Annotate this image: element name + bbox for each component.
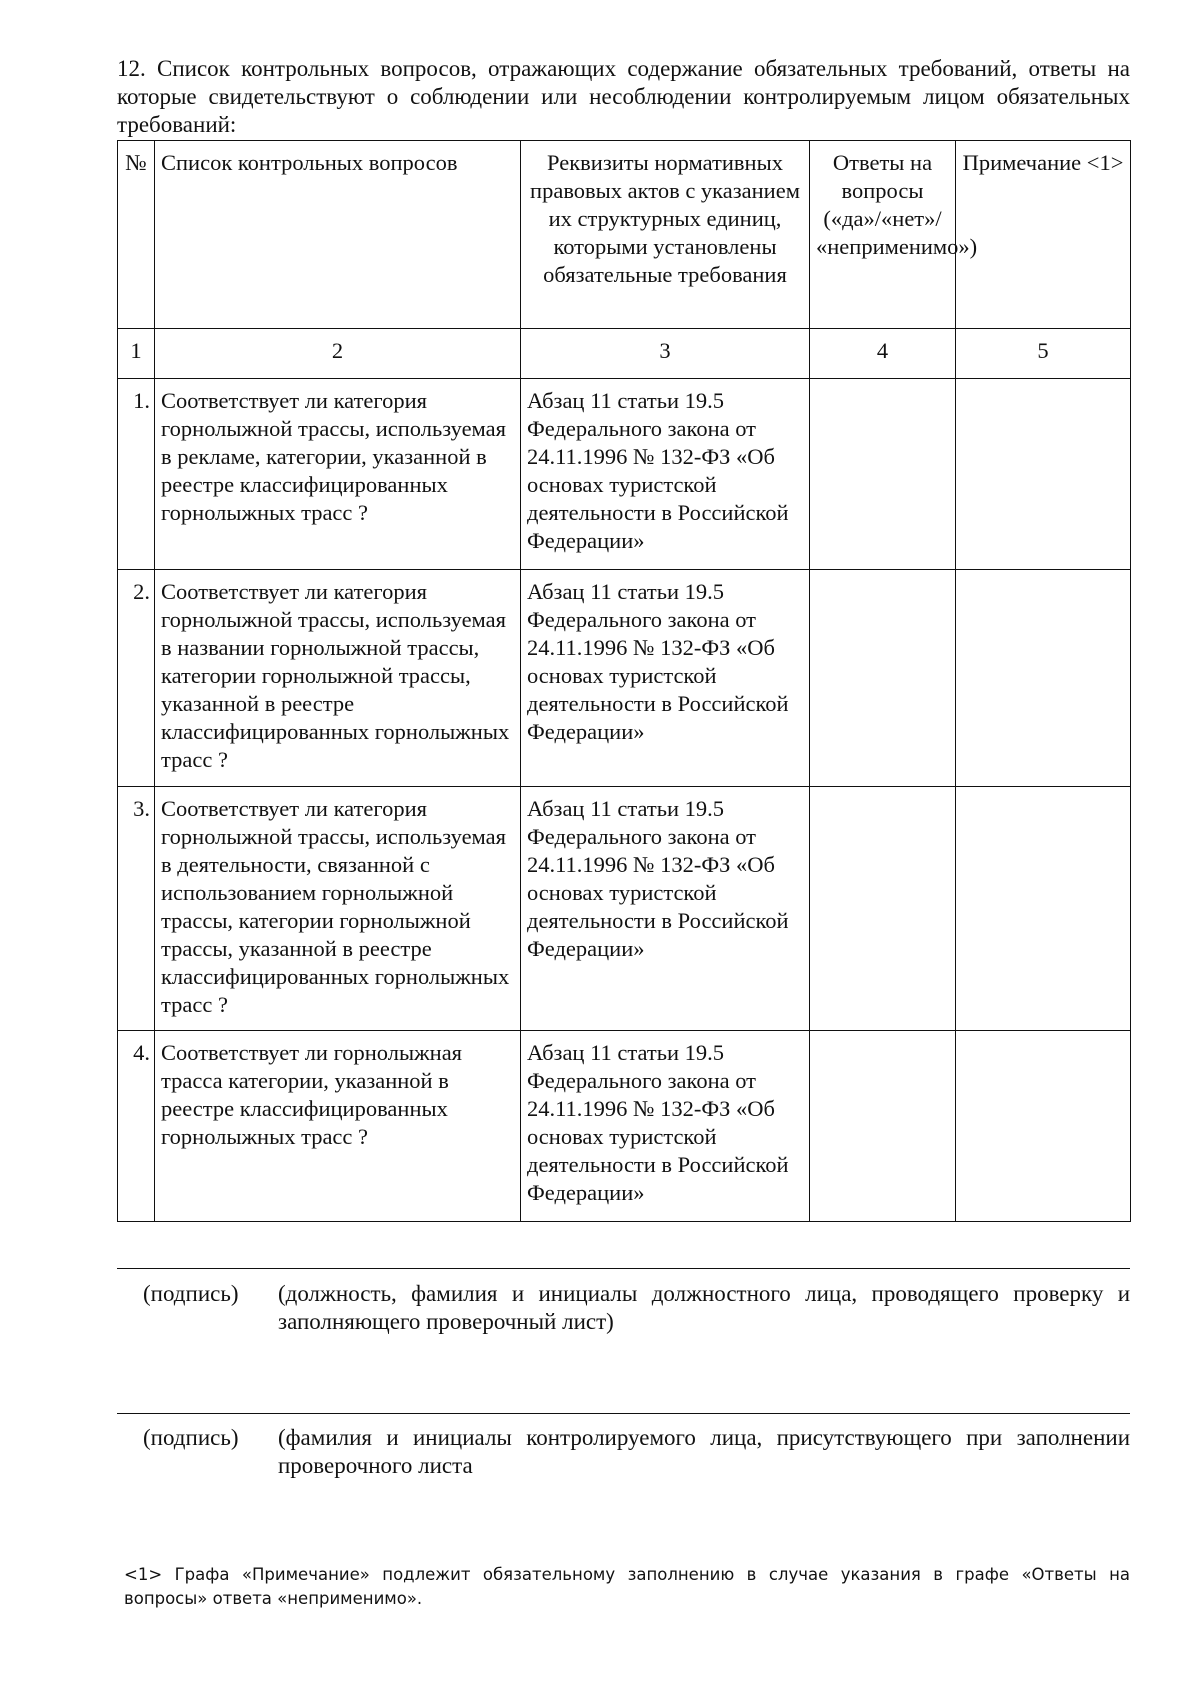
signature-label-inspector: (подпись) [143,1281,239,1306]
row-question: Соответствует ли категория горнолыжной трассы, используемая в названии горнолыжной трассы, категории горнолыжной трассы, указанной в реестре классифицированных горнолыжных трасс ? [155,570,521,787]
column-number: 4 [810,329,956,379]
row-question: Соответствует ли категория горнолыжной трассы, используемая в деятельности, связанной с использованием горнолыжной трассы, категории горнолыжной трассы, указанной в реестре классифицированных горнолыжных трасс ? [155,787,521,1031]
signature-line-controlled-person [117,1413,1130,1414]
table-row [118,379,1131,570]
footnote: <1> Графа «Примечание» подлежит обязательному заполнению в случае указания в графе «Ответы на вопросы» ответа «неприменимо». [124,1565,1130,1608]
header-requisites: Реквизиты нормативных правовых актов с указанием их структурных единиц, которыми установлены обязательные требования [521,141,810,329]
signature-label-controlled-person: (подпись) [143,1425,239,1450]
row-number: 3. [118,787,155,1031]
section-intro: 12. Список контрольных вопросов, отражающих содержание обязательных требований, ответы на которые свидетельствуют о соблюдении или несоблюдении контролируемым лицом обязательных требований: [117,56,1130,137]
answer-cell[interactable] [810,570,956,787]
table-row [118,570,1131,787]
answer-cell[interactable] [810,1031,956,1222]
table-row [118,1031,1131,1222]
header-no: № [118,141,155,329]
row-number: 4. [118,1031,155,1222]
column-number-row [118,329,1131,379]
table-row [118,787,1131,1031]
checklist-table [117,140,1131,1222]
header-question: Список контрольных вопросов [155,141,521,329]
note-cell[interactable] [956,570,1131,787]
signature-description-inspector: (должность, фамилия и инициалы должностного лица, проводящего проверку и заполняющего проверочный лист) [278,1281,1130,1334]
column-number: 1 [118,329,155,379]
row-requisites: Абзац 11 статьи 19.5 Федерального закона от 24.11.1996 № 132-ФЗ «Об основах туристской деятельности в Российской Федерации» [521,570,810,787]
signature-description-controlled-person: (фамилия и инициалы контролируемого лица, присутствующего при заполнении проверочного листа [278,1425,1130,1478]
answer-cell[interactable] [810,787,956,1031]
row-question: Соответствует ли горнолыжная трасса категории, указанной в реестре классифицированных горнолыжных трасс ? [155,1031,521,1222]
row-question: Соответствует ли категория горнолыжной трассы, используемая в рекламе, категории, указанной в реестре классифицированных горнолыжных трасс ? [155,379,521,570]
header-answers: Ответы на вопросы («да»/«нет»/ «неприменимо») [810,141,956,329]
column-number: 3 [521,329,810,379]
row-requisites: Абзац 11 статьи 19.5 Федерального закона от 24.11.1996 № 132-ФЗ «Об основах туристской деятельности в Российской Федерации» [521,1031,810,1222]
row-number: 2. [118,570,155,787]
column-number: 5 [956,329,1131,379]
note-cell[interactable] [956,1031,1131,1222]
row-requisites: Абзац 11 статьи 19.5 Федерального закона от 24.11.1996 № 132-ФЗ «Об основах туристской деятельности в Российской Федерации» [521,787,810,1031]
answer-cell[interactable] [810,379,956,570]
signature-line-inspector [117,1268,1130,1269]
table-header-row [118,141,1131,329]
column-number: 2 [155,329,521,379]
row-requisites: Абзац 11 статьи 19.5 Федерального закона от 24.11.1996 № 132-ФЗ «Об основах туристской деятельности в Российской Федерации» [521,379,810,570]
row-number: 1. [118,379,155,570]
header-note: Примечание <1> [956,141,1131,329]
note-cell[interactable] [956,787,1131,1031]
note-cell[interactable] [956,379,1131,570]
